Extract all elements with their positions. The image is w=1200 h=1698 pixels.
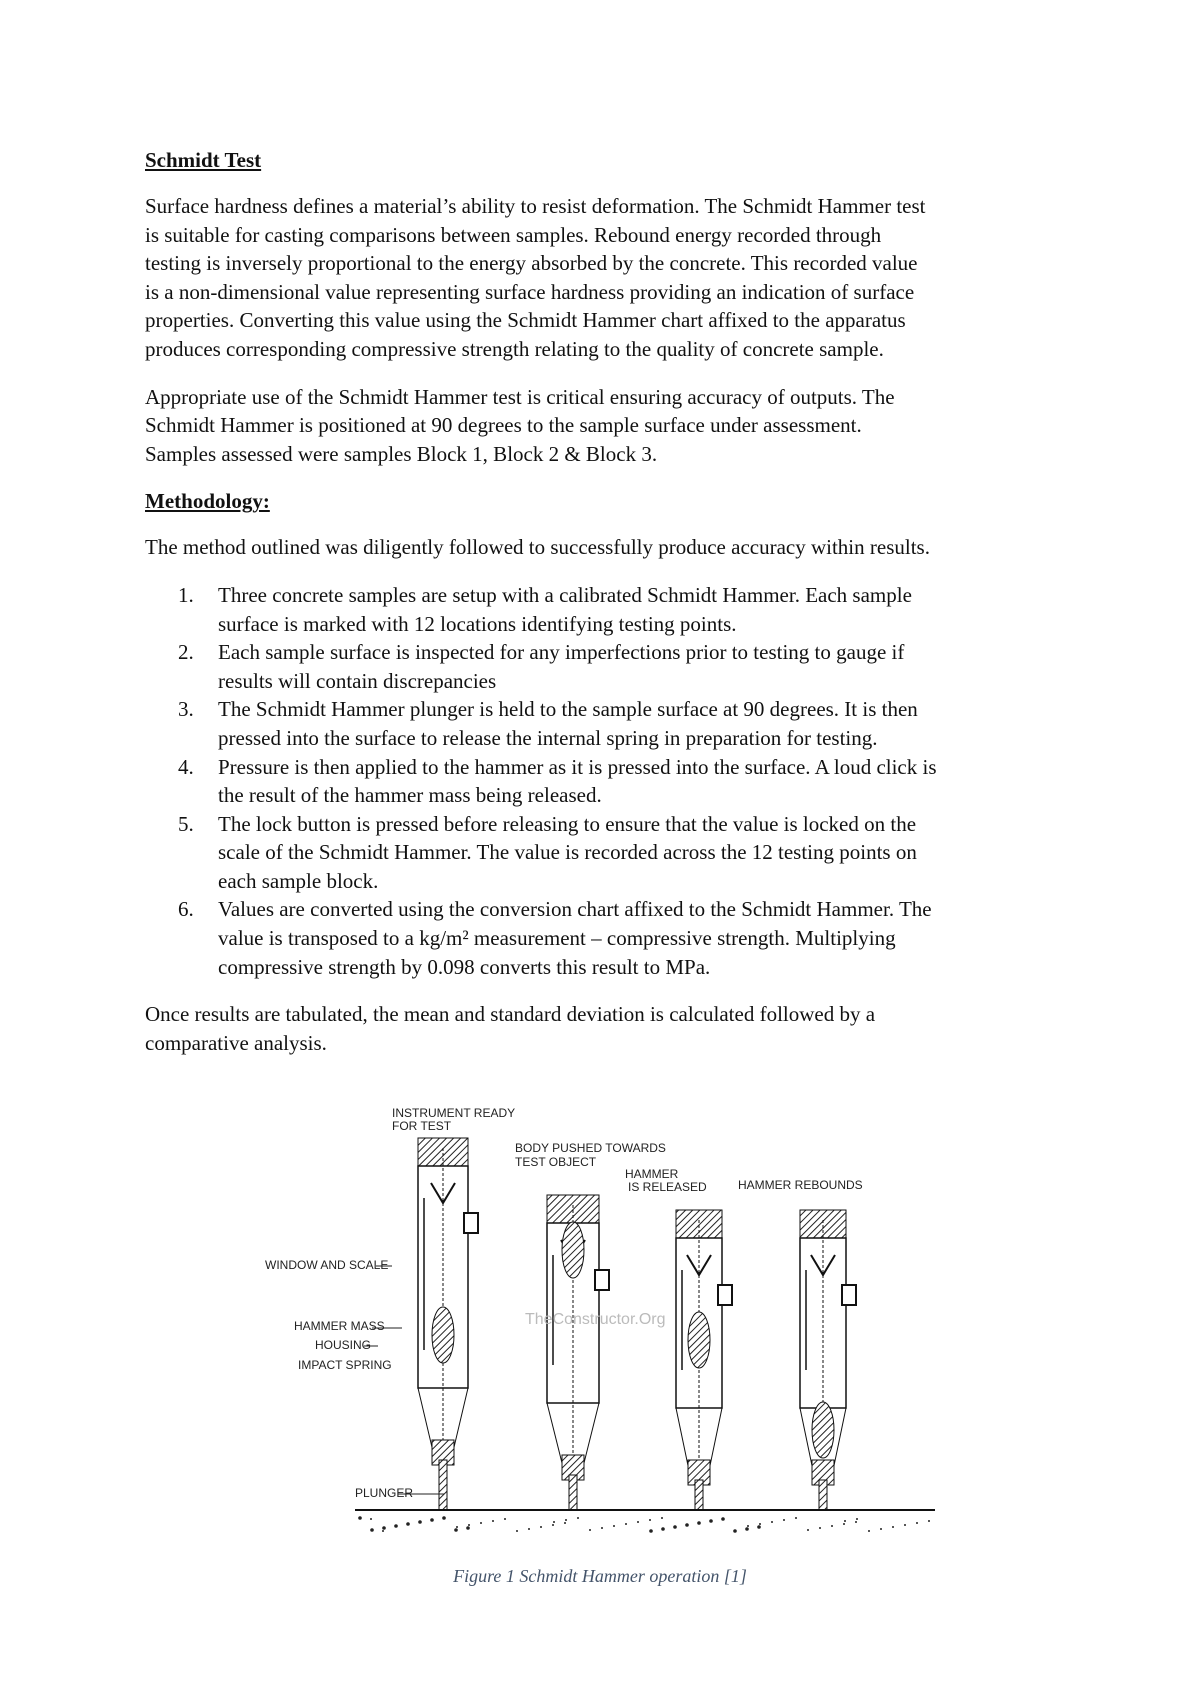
text-line: The method outlined was diligently followed to successfully produce accuracy within results. bbox=[145, 535, 930, 560]
text-line: scale of the Schmidt Hammer. The value is recorded across the 12 testing points on bbox=[218, 840, 917, 865]
text-line: Surface hardness defines a material’s ability to resist deformation. The Schmidt Hammer test bbox=[145, 194, 926, 218]
text-line: The Schmidt Hammer plunger is held to the sample surface at 90 degrees. It is then bbox=[218, 697, 918, 722]
list-number: 5. bbox=[178, 811, 194, 836]
text-line: testing is inversely proportional to the energy absorbed by the concrete. This recorded value bbox=[145, 251, 918, 276]
concrete-surface bbox=[358, 1516, 930, 1533]
label-spring: IMPACT SPRING bbox=[298, 1358, 392, 1372]
list-item bbox=[145, 753, 1075, 810]
paragraph bbox=[145, 192, 1075, 364]
label-stage1-b: FOR TEST bbox=[392, 1119, 452, 1133]
text-line: each sample block. bbox=[218, 868, 379, 893]
intro-paragraphs bbox=[145, 192, 1075, 468]
list-item bbox=[145, 581, 1075, 638]
text-line: the result of the hammer mass being released. bbox=[218, 783, 602, 808]
text-line: pressed into the surface to release the internal spring in preparation for testing. bbox=[218, 725, 878, 750]
text-line: produces corresponding compressive strength relating to the quality of concrete sample. bbox=[145, 336, 884, 361]
text-line: value is transposed to a kg/m² measurement – compressive strength. Multiplying bbox=[218, 926, 896, 951]
label-stage3-b: IS RELEASED bbox=[628, 1180, 707, 1194]
text-line: Once results are tabulated, the mean and standard deviation is calculated followed by a bbox=[145, 1002, 876, 1027]
label-stage3-a: HAMMER bbox=[625, 1167, 679, 1181]
hammer-stage-4 bbox=[800, 1210, 856, 1510]
list-number: 4. bbox=[178, 754, 194, 779]
watermark: TheConstructor.Org bbox=[525, 1311, 666, 1328]
label-housing: HOUSING bbox=[315, 1338, 372, 1352]
list-item bbox=[145, 895, 1075, 981]
document-body bbox=[145, 146, 1075, 1076]
text-line: results will contain discrepancies bbox=[218, 668, 497, 693]
text-line: The lock button is pressed before releasing to ensure that the value is locked on the bbox=[218, 811, 917, 836]
list-item bbox=[145, 638, 1075, 695]
text-line: Samples assessed were samples Block 1, Block 2 & Block 3. bbox=[145, 441, 658, 466]
list-number: 6. bbox=[178, 897, 194, 922]
label-mass: HAMMER MASS bbox=[294, 1319, 385, 1333]
text-line: compressive strength by 0.098 converts this result to MPa. bbox=[218, 954, 711, 979]
list-number: 1. bbox=[178, 582, 194, 607]
text-line: is suitable for casting comparisons between samples. Rebound energy recorded through bbox=[145, 222, 882, 247]
schmidt-hammer-figure bbox=[0, 1100, 1200, 1570]
text-line: Schmidt Hammer is positioned at 90 degrees to the sample surface under assessment. bbox=[145, 413, 862, 438]
label-stage4: HAMMER REBOUNDS bbox=[738, 1178, 863, 1192]
list-item bbox=[145, 695, 1075, 752]
methodology-intro bbox=[145, 533, 1075, 562]
text-line: is a non-dimensional value representing surface hardness providing an indication of surface bbox=[145, 279, 915, 304]
text-line: Appropriate use of the Schmidt Hammer test is critical ensuring accuracy of outputs. The bbox=[145, 384, 895, 409]
methodology-steps bbox=[145, 581, 1075, 981]
hammer-stage-1 bbox=[418, 1138, 478, 1510]
label-stage1-a: INSTRUMENT READY bbox=[392, 1106, 516, 1120]
list-item bbox=[145, 810, 1075, 896]
text-line: Three concrete samples are setup with a calibrated Schmidt Hammer. Each sample bbox=[218, 582, 912, 607]
text-line: comparative analysis. bbox=[145, 1030, 327, 1055]
hammer-stage-3 bbox=[676, 1210, 732, 1510]
text-line: properties. Converting this value using the Schmidt Hammer chart affixed to the apparatus bbox=[145, 308, 906, 333]
text-line: Each sample surface is inspected for any imperfections prior to testing to gauge if bbox=[218, 640, 905, 665]
paragraph bbox=[145, 383, 1075, 469]
section-title: Schmidt Test bbox=[145, 148, 262, 172]
text-line: Values are converted using the conversion chart affixed to the Schmidt Hammer. The bbox=[218, 897, 932, 922]
label-stage2-b: TEST OBJECT bbox=[515, 1155, 597, 1169]
label-window: WINDOW AND SCALE bbox=[265, 1258, 389, 1272]
figure-caption: Figure 1 Schmidt Hammer operation [1] bbox=[453, 1566, 747, 1586]
closing-paragraph bbox=[145, 1000, 1075, 1057]
list-number: 3. bbox=[178, 697, 194, 722]
text-line: Pressure is then applied to the hammer as it is pressed into the surface. A loud click is bbox=[218, 754, 937, 779]
hammer-stage-2 bbox=[547, 1195, 609, 1510]
label-stage2-a: BODY PUSHED TOWARDS bbox=[515, 1141, 666, 1155]
methodology-heading: Methodology: bbox=[145, 489, 270, 514]
text-line: surface is marked with 12 locations identifying testing points. bbox=[218, 611, 737, 636]
list-number: 2. bbox=[178, 640, 194, 665]
label-plunger: PLUNGER bbox=[355, 1486, 414, 1500]
